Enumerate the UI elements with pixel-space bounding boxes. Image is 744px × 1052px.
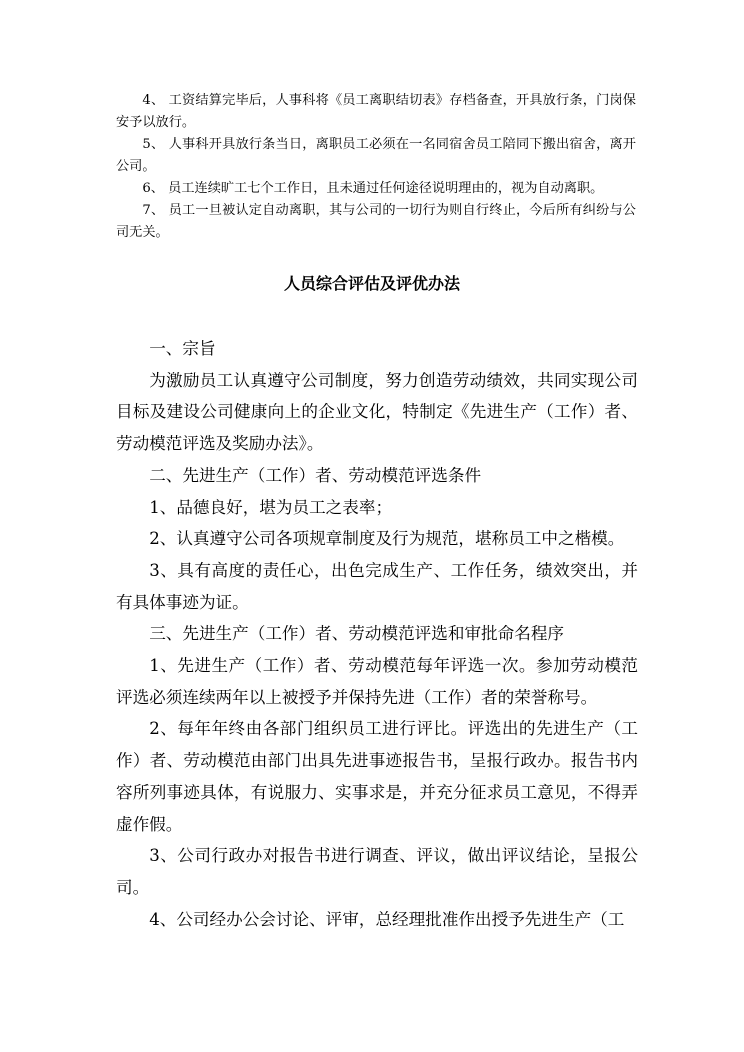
document-body	[116, 333, 638, 935]
list-item: 3、公司行政办对报告书进行调查、评议，做出评议结论，呈报公司。	[116, 846, 638, 897]
previous-section-text	[116, 90, 636, 244]
list-item: 2、认真遵守公司各项规章制度及行为规范，堪称员工中之楷模。	[149, 529, 625, 549]
paragraph-item-4: 4、 工资结算完毕后，人事科将《员工离职结切表》存档备查，开具放行条，门岗保安予以放行。	[116, 93, 636, 130]
paragraph-item-6: 6、 员工连续旷工七个工作日，且未通过任何途径说明理由的，视为自动离职。	[142, 181, 604, 196]
list-item: 4、公司经办公会讨论、评审，总经理批准作出授予先进生产（工	[149, 909, 625, 929]
list-item: 1、先进生产（工作）者、劳动模范每年评选一次。参加劳动模范评选必须连续两年以上被授予并保持先进（工作）者的荣誉称号。	[116, 656, 638, 707]
list-item: 3、具有高度的责任心，出色完成生产、工作任务，绩效突出，并有具体事迹为证。	[116, 560, 638, 612]
body-paragraph: 为激励员工认真遵守公司制度，努力创造劳动绩效，共同实现公司目标及建设公司健康向上的企业文化，特制定《先进生产（工作）者、劳动模范评选及奖励办法》。	[116, 370, 638, 454]
list-item: 1、品德良好，堪为员工之表率；	[149, 497, 393, 517]
paragraph-item-7: 7、 员工一旦被认定自动离职，其与公司的一切行为则自行终止，今后所有纠纷与公司无关。	[116, 203, 636, 240]
section-heading-procedure: 三、先进生产（工作）者、劳动模范评选和审批命名程序	[149, 624, 565, 644]
paragraph-item-5: 5、 人事科开具放行条当日，离职员工必须在一名同宿舍员工陪同下搬出宿舍，离开公司。	[116, 137, 636, 174]
list-item: 2、每年年终由各部门组织员工进行评比。评选出的先进生产（工作）者、劳动模范由部门出具先进事迹报告书，呈报行政办。报告书内容所列事迹具体，有说服力、实事求是，并充分征求员工意见，不得弄虚作假。	[116, 719, 638, 834]
document-title: 人员综合评估及评优办法	[283, 274, 460, 293]
section-heading-criteria: 二、先进生产（工作）者、劳动模范评选条件	[149, 465, 482, 485]
section-heading-purpose: 一、宗旨	[149, 339, 216, 358]
